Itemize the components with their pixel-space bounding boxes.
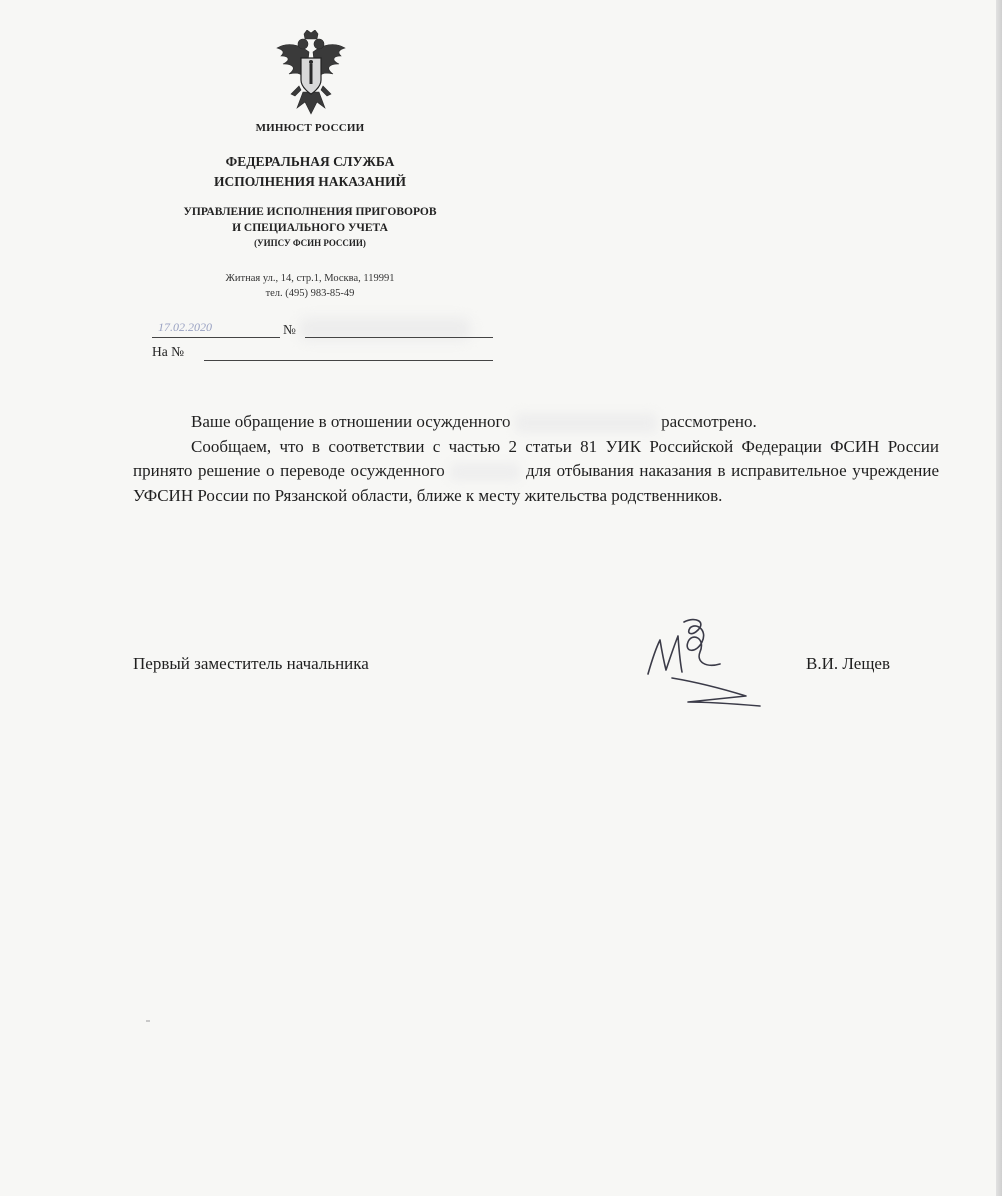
letterhead-contacts	[120, 271, 500, 301]
department-name	[120, 205, 500, 252]
letterhead-address: Житная ул., 14, стр.1, Москва, 119991	[225, 273, 395, 284]
registration-number-label: №	[283, 322, 296, 337]
body-paragraph-2	[133, 435, 939, 509]
service-name	[120, 152, 500, 192]
letter-body	[133, 410, 939, 508]
reference-number-label: На №	[152, 344, 184, 359]
body-p1-start: Ваше обращение в отношении осужденного	[191, 412, 511, 431]
registration-date-line	[152, 337, 280, 338]
department-name-line-1: УПРАВЛЕНИЕ ИСПОЛНЕНИЯ ПРИГОВОРОВ	[183, 206, 437, 218]
redacted-convict-name	[450, 463, 520, 481]
letterhead-phone: тел. (495) 983-85-49	[265, 288, 355, 299]
department-abbreviation: (УИПСУ ФСИН РОССИИ)	[254, 238, 366, 248]
handwritten-signature	[636, 612, 776, 718]
redacted-name	[515, 413, 657, 433]
signer-name: В.И. Лещев	[806, 654, 890, 673]
body-p2-end: для отбывания наказания в исправительное учреждение УФСИН России по Рязанской области, ближе к месту жительства родственников.	[133, 461, 940, 505]
scan-speck	[146, 1020, 150, 1022]
fsin-emblem-icon	[273, 30, 349, 116]
registration-date-handwritten: 17.02.2020	[158, 320, 212, 334]
ministry-name: МИНЮСТ РОССИИ	[255, 122, 365, 134]
registration-number-line	[305, 337, 493, 338]
body-p2-start: Сообщаем, что в соответствии с частью 2 статьи 81 УИК Российской Федерации ФСИН России принято решение о переводе осужденного	[133, 436, 939, 480]
body-p1-end: рассмотрено.	[661, 412, 757, 431]
service-name-line-2: ИСПОЛНЕНИЯ НАКАЗАНИЙ	[213, 174, 407, 189]
reference-number-line	[204, 360, 493, 361]
department-name-line-2: И СПЕЦИАЛЬНОГО УЧЕТА	[232, 221, 388, 234]
service-name-line-1: ФЕДЕРАЛЬНАЯ СЛУЖБА	[225, 154, 395, 169]
signer-position: Первый заместитель начальника	[133, 654, 369, 673]
body-paragraph-1	[133, 410, 939, 435]
